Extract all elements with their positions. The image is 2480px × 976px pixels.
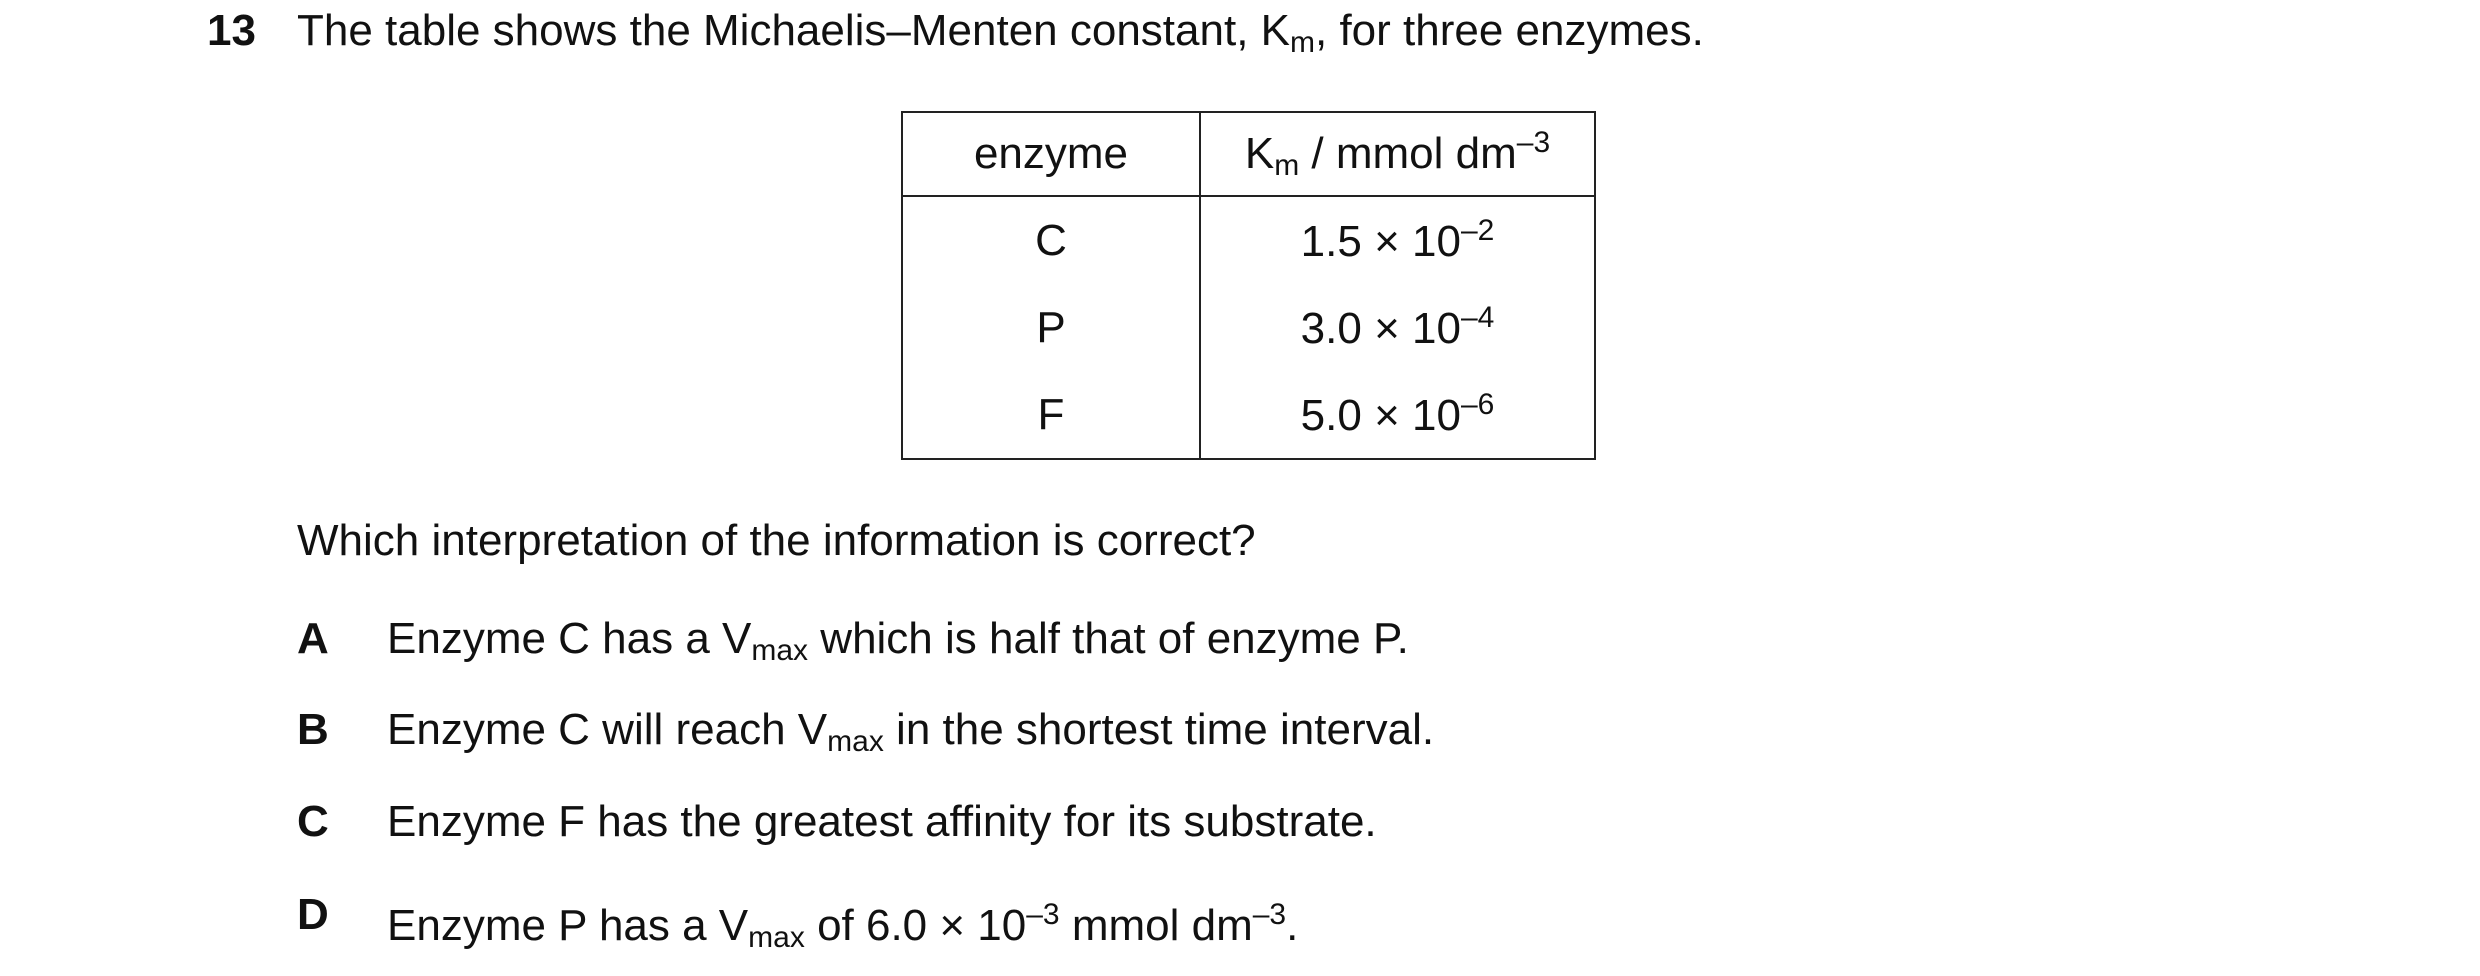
option-d-period: . (1286, 901, 1299, 950)
km-cell (1200, 196, 1595, 284)
km-mantissa: 3.0 × 10 (1300, 304, 1461, 353)
table-header-row (902, 112, 1595, 196)
question-stem (297, 4, 1704, 70)
option-a-text[interactable] (387, 612, 1409, 678)
km-cell (1200, 371, 1595, 459)
km-cell (1200, 284, 1595, 371)
enzyme-cell: F (902, 371, 1200, 459)
option-c-letter[interactable]: C (297, 797, 329, 846)
header-km (1200, 112, 1595, 196)
header-km-symbol: K (1244, 128, 1275, 178)
header-enzyme: enzyme (902, 112, 1200, 196)
option-a-letter[interactable]: A (297, 614, 329, 663)
header-km-unit: / mmol dm (1299, 128, 1517, 178)
km-mantissa: 1.5 × 10 (1300, 217, 1461, 266)
option-d-vmax-subscript: max (748, 921, 805, 954)
option-b-text-end: in the shortest time interval. (883, 705, 1435, 754)
option-b-text[interactable] (387, 703, 1434, 769)
stem-text-end: , for three enzymes. (1315, 6, 1704, 55)
option-a-vmax-subscript: max (751, 634, 809, 667)
table-row (902, 371, 1595, 459)
header-km-exponent: –3 (1516, 125, 1551, 159)
enzyme-cell: P (902, 284, 1200, 371)
stem-km-subscript: m (1290, 26, 1315, 59)
stem-text-start: The table shows the Michaelis–Menten constant, K (297, 6, 1290, 55)
km-mantissa: 5.0 × 10 (1300, 391, 1461, 440)
option-d-text[interactable] (387, 888, 1298, 965)
table-row (902, 284, 1595, 371)
km-table (901, 111, 1596, 460)
option-a-text-end: which is half that of enzyme P. (808, 614, 1409, 663)
question-number: 13 (207, 6, 256, 55)
option-a-text-start: Enzyme C has a V (387, 614, 752, 663)
option-d-value: of 6.0 × 10 (804, 901, 1027, 950)
option-d-unit-exponent: –3 (1252, 898, 1287, 931)
km-exponent: –6 (1460, 388, 1495, 421)
option-d-value-exponent: –3 (1026, 898, 1060, 931)
option-d-letter[interactable]: D (297, 890, 329, 939)
km-exponent: –2 (1460, 214, 1495, 247)
question-prompt: Which interpretation of the information is correct? (297, 516, 1256, 565)
option-b-vmax-subscript: max (827, 725, 884, 758)
option-d-text-start: Enzyme P has a V (387, 901, 749, 950)
header-km-subscript: m (1274, 148, 1300, 182)
option-b-text-start: Enzyme C will reach V (387, 705, 828, 754)
option-c-text[interactable]: Enzyme F has the greatest affinity for its substrate. (387, 797, 1377, 846)
table-row (902, 196, 1595, 284)
option-d-unit: mmol dm (1059, 901, 1253, 950)
km-exponent: –4 (1460, 301, 1495, 334)
option-b-letter[interactable]: B (297, 705, 329, 754)
enzyme-cell: C (902, 196, 1200, 284)
